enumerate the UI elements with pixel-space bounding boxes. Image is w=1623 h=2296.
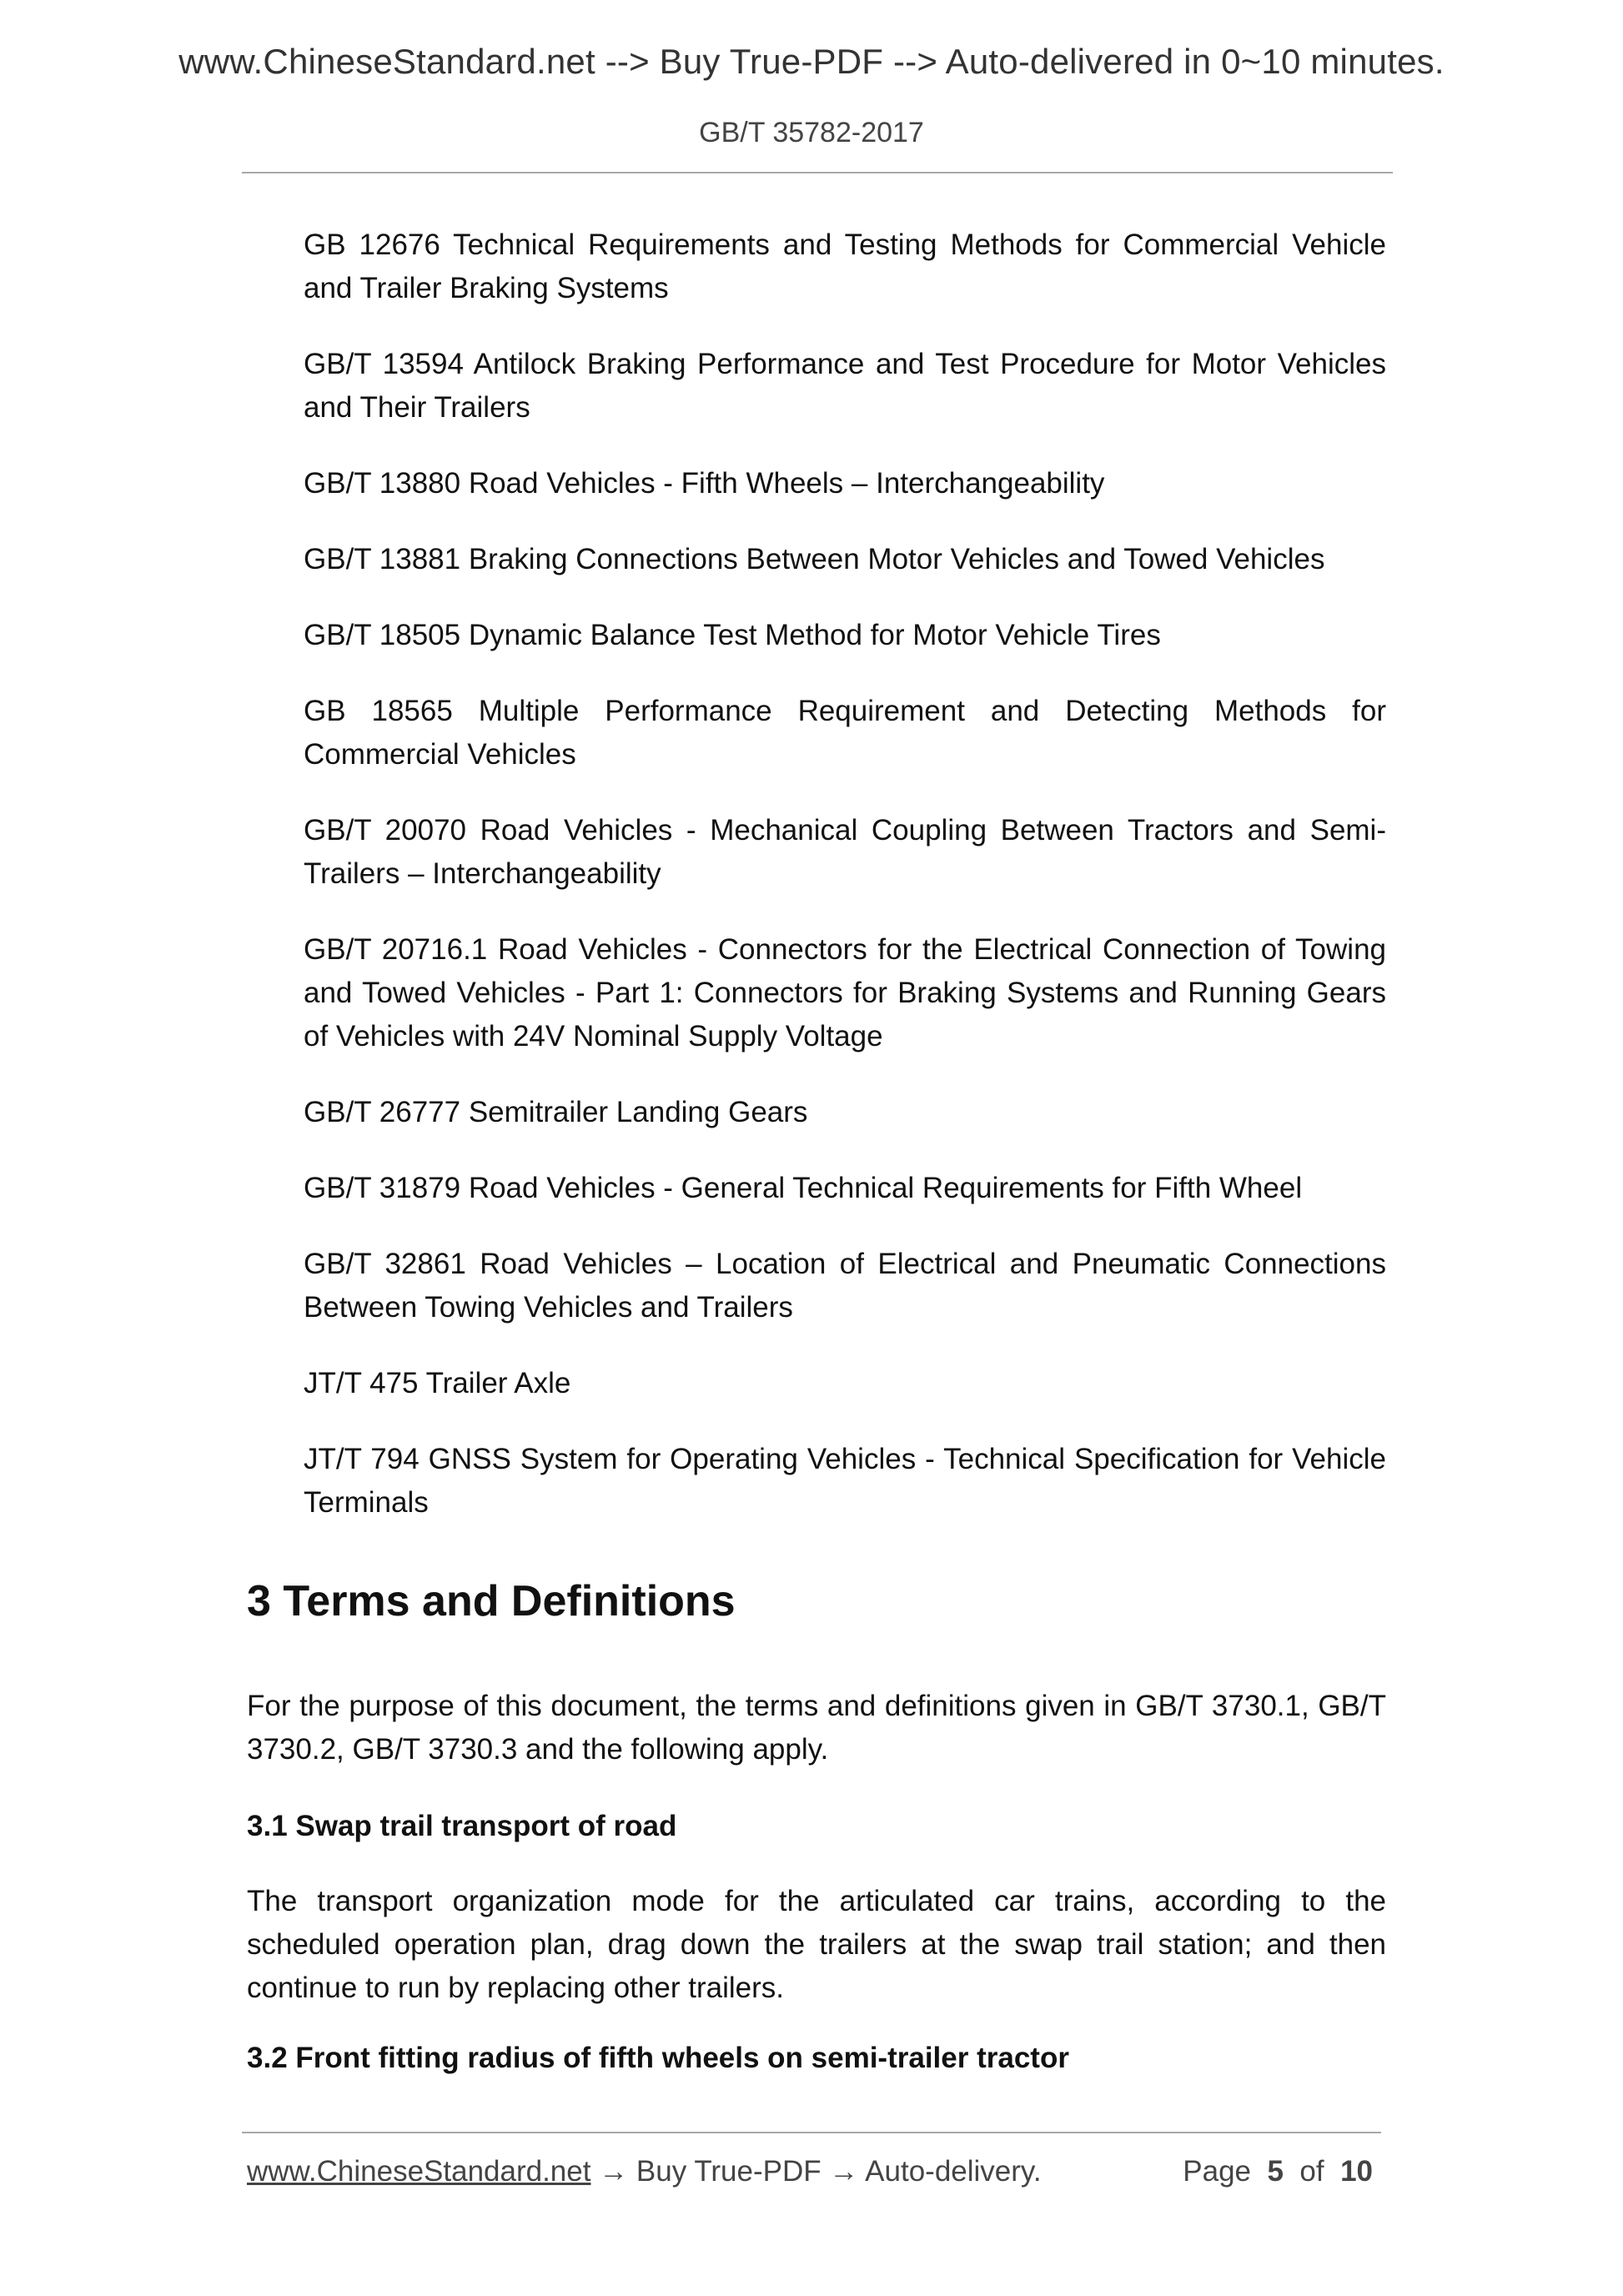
header-divider	[242, 172, 1393, 173]
reference-item: GB/T 26777 Semitrailer Landing Gears	[304, 1096, 808, 1128]
page-indicator	[1183, 2155, 1373, 2188]
reference-item: GB/T 13881 Braking Connections Between Motor Vehicles and Towed Vehicles	[304, 543, 1325, 575]
reference-item: GB/T 20716.1 Road Vehicles - Connectors for the Electrical Connection of Towing and Towed Vehicles - Part 1: Connectors for Braking Systems and Running Gears of Vehicles with 24V Nominal Supply Voltage	[304, 933, 1386, 1053]
term-heading: 3.1 Swap trail transport of road	[247, 1810, 677, 1842]
term-heading: 3.2 Front fitting radius of fifth wheels on semi-trailer tractor	[247, 2042, 1069, 2074]
section-intro: For the purpose of this document, the terms and definitions given in GB/T 3730.1, GB/T 3730.2, GB/T 3730.3 and the following apply.	[247, 1690, 1386, 1766]
standard-code: GB/T 35782-2017	[699, 117, 924, 148]
site-link[interactable]: www.ChineseStandard.net	[247, 2155, 591, 2188]
page-label: Page	[1183, 2155, 1252, 2188]
section-title: 3 Terms and Definitions	[247, 1577, 736, 1625]
reference-item: GB/T 18505 Dynamic Balance Test Method for Motor Vehicle Tires	[304, 619, 1161, 651]
normative-references-list	[304, 224, 1386, 1557]
reference-item: GB/T 13880 Road Vehicles - Fifth Wheels – Interchangeability	[304, 467, 1105, 500]
term-definition: The transport organization mode for the articulated car trains, according to the scheduled operation plan, drag down the trailers at the swap trail station; and then continue to run by replacing other trailers.	[247, 1885, 1386, 2004]
reference-item: GB 12676 Technical Requirements and Testing Methods for Commercial Vehicle and Trailer Braking Systems	[304, 229, 1386, 304]
site-banner: www.ChineseStandard.net --> Buy True-PDF --> Auto-delivered in 0~10 minutes.	[178, 42, 1445, 81]
reference-item: JT/T 475 Trailer Axle	[304, 1367, 571, 1399]
current-page-number: 5	[1267, 2155, 1284, 2188]
total-pages-number: 10	[1340, 2155, 1373, 2188]
footer-promo-text: → Buy True-PDF → Auto-delivery.	[590, 2155, 1042, 2188]
footer-promo	[247, 2155, 1042, 2188]
reference-item: JT/T 794 GNSS System for Operating Vehicles - Technical Specification for Vehicle Terminals	[304, 1443, 1386, 1519]
reference-item: GB/T 32861 Road Vehicles – Location of Electrical and Pneumatic Connections Between Towing Vehicles and Trailers	[304, 1248, 1386, 1324]
of-label: of	[1299, 2155, 1324, 2188]
footer-divider	[242, 2132, 1381, 2133]
reference-item: GB/T 31879 Road Vehicles - General Technical Requirements for Fifth Wheel	[304, 1172, 1303, 1204]
reference-item: GB 18565 Multiple Performance Requirement and Detecting Methods for Commercial Vehicles	[304, 695, 1386, 771]
reference-item: GB/T 20070 Road Vehicles - Mechanical Coupling Between Tractors and Semi-Trailers – Interchangeability	[304, 814, 1386, 890]
reference-item: GB/T 13594 Antilock Braking Performance and Test Procedure for Motor Vehicles and Their Trailers	[304, 348, 1386, 424]
